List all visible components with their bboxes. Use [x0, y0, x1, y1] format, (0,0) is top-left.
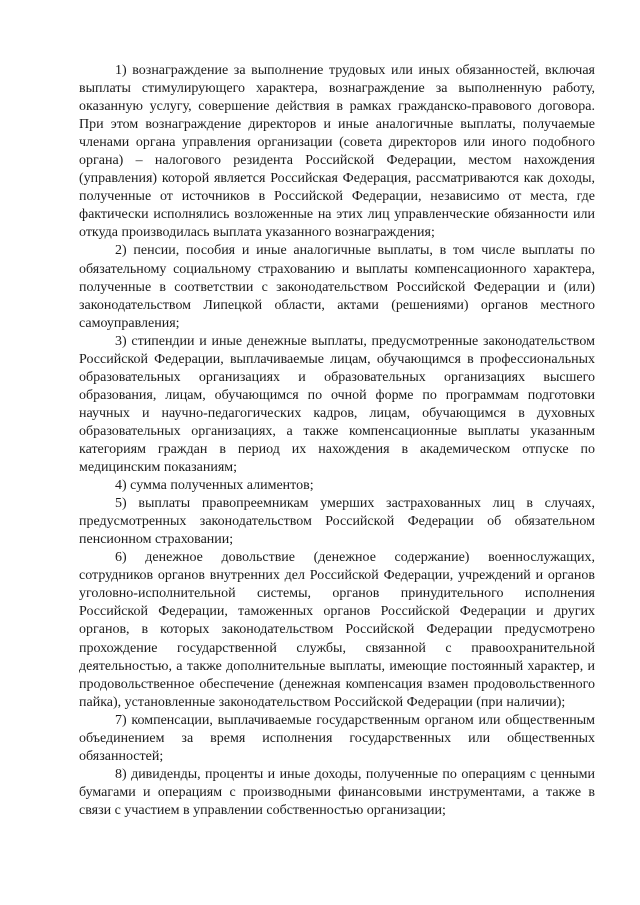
paragraph-item-4: 4) сумма полученных алиментов;: [115, 478, 314, 494]
paragraph-item-7: 7) компенсации, выплачиваемые государственным органом или общественным объединением за время исполнения государственных или общественных обязанностей;: [79, 712, 595, 764]
paragraph-item-3: 3) стипендии и иные денежные выплаты, предусмотренные законодательством Российской Федерации, выплачиваемые лицам, обучающимся в профессиональных образовательных организациях и образовательных организациях высшего образования, лицам, обучающимся по очной форме по программам подготовки научных и научно-педагогических кадров, лицам, обучающимся в духовных образовательных организациях, а также компенсационные выплаты указанным категориям граждан в период их нахождения в академическом отпуске по медицинским показаниям;: [79, 333, 595, 476]
paragraph-item-1: 1) вознаграждение за выполнение трудовых или иных обязанностей, включая выплаты стимулирующего характера, вознаграждение за выполненную работу, оказанную услугу, совершение действия в рамках гражданско-правового договора. При этом вознаграждение директоров и иные аналогичные выплаты, получаемые членами органа управления организации (совета директоров или иного подобного органа) – налогового резидента Российской Федерации, местом нахождения (управления) которой является Российская Федерация, рассматриваются как доходы, полученные от источников в Российской Федерации, независимо от места, где фактически исполнялись возложенные на этих лиц управленческие обязанности или откуда производилась выплата указанного вознаграждения;: [79, 63, 595, 241]
paragraph-item-6: 6) денежное довольствие (денежное содержание) военнослужащих, сотрудников органов внутренних дел Российской Федерации, учреждений и органов уголовно-исполнительной системы, органов принудительного исполнения Российской Федерации, таможенных органов Российской Федерации и других органов, в которых законодательством Российской Федерации предусмотрено прохождение государственной службы, связанной с правоохранительной деятельностью, а также дополнительные выплаты, имеющие постоянный характер, и продовольственное обеспечение (денежная компенсация взамен продовольственного пайка), установленные законодательством Российской Федерации (при наличии);: [79, 550, 595, 710]
paragraph-item-5: 5) выплаты правопреемникам умерших застрахованных лиц в случаях, предусмотренных законодательством Российской Федерации об обязательном пенсионном страховании;: [79, 496, 595, 548]
document-body: [79, 62, 595, 820]
paragraph-item-2: 2) пенсии, пособия и иные аналогичные выплаты, в том числе выплаты по обязательному социальному страхованию и выплаты компенсационного характера, полученные в соответствии с законодательством Российской Федерации и (или) законодательством Липецкой области, актами (решениями) органов местного самоуправления;: [79, 243, 595, 331]
paragraph-item-8: 8) дивиденды, проценты и иные доходы, полученные по операциям с ценными бумагами и операциям с производными финансовыми инструментами, а также в связи с участием в управлении собственностью организации;: [79, 766, 595, 818]
